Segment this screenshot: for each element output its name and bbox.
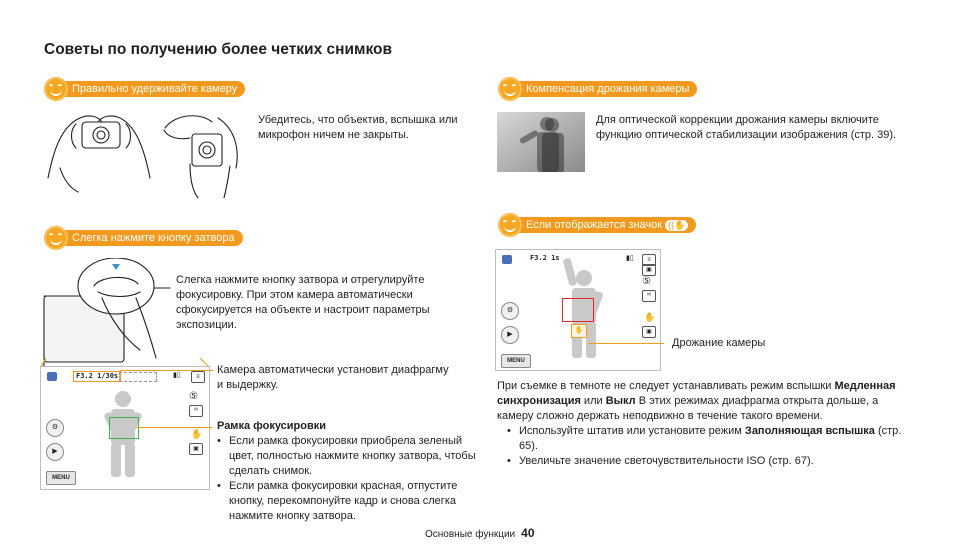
exposure-scale [119,372,157,382]
section-title-ois: Компенсация дрожания камеры [512,81,697,97]
list-item: • Если рамка фокусировки красная, отпустите кнопку, перекомпонуйте кадр и снова слегка нажмите кнопку затвора. [229,479,484,524]
shake-warning-icon: ✋ [571,324,587,338]
aperture-shutter-readout: F3.2 1/30s [73,371,121,382]
battery-icon: ▮▯ [626,255,634,262]
shake-callout: Дрожание камеры [672,337,766,349]
hand-shake-icon: ((✋ [665,220,688,231]
macro-icon: ᴹ [642,290,656,302]
focus-frame [109,417,139,439]
memory-icon: ≡ [191,371,205,383]
bullet-bold: Заполняющая вспышка [744,425,875,437]
para-text: В этих режимах диафрагма открыта дольше, а камеру сложно держать неподвижно в течение такого времени. [497,395,879,422]
flash-icon: ⑤ [642,276,651,287]
stabilizer-icon: ✋ [644,312,656,322]
macro-icon: ᴹ [189,405,203,417]
section-header-shake [498,215,696,235]
stabilizer-icon: ✋ [191,429,203,439]
image-size-icon: ▣ [189,443,203,455]
list-item [519,454,919,469]
list-item: • Если рамка фокусировки приобрела зеленый цвет, полностью нажмите кнопку затвора, чтобы сделать снимок. [229,434,484,479]
footer-label: Основные функции [425,529,516,540]
focus-bullet-list [215,434,484,524]
settings-button[interactable]: ⚙ [501,302,519,320]
battery-icon: ▮▯ [173,372,181,379]
half-press-text: Слегка нажмите кнопку затвора и отрегулируйте фокусировку. При этом камера автоматически сфокусируется на объекте и настроит параметры экспозиции. [176,274,430,331]
section-header-ois [498,79,697,99]
page-title: Советы по получению более четких снимков [44,41,393,58]
smile-icon [44,77,68,101]
playback-button[interactable]: ▶ [501,326,519,344]
section-title-hold: Правильно удерживайте камеру [58,81,245,97]
camera-mode-icon [502,255,512,264]
page-number: 40 [521,526,535,540]
section-title-shake [512,217,696,233]
settings-button[interactable]: ⚙ [46,419,64,437]
camera-mode-icon [47,372,57,381]
bullet-text: (стр. 65). [519,425,902,452]
blurred-photo [497,112,585,172]
camera-screen-shake [495,249,661,371]
para-text: или [580,395,606,407]
section-header-hold [44,79,245,99]
menu-button[interactable]: MENU [501,354,531,368]
smile-icon [498,77,522,101]
shake-paragraph [497,379,907,424]
para-bold: Выкл [605,395,636,407]
aperture-shutter-readout: F3.2 1s [530,254,560,262]
quality-icon: ▣ [642,326,656,338]
smile-icon [44,226,68,250]
ois-text: Для оптической коррекции дрожания камеры включите функцию оптической стабилизации изображения (стр. 39). [596,114,897,141]
page-footer [425,526,535,540]
leader-line [136,427,212,428]
flash-icon: ⑤ [189,391,198,402]
hold-camera-illustration [40,108,250,198]
smile-icon [498,213,522,237]
section-header-half-press [44,228,243,248]
section-title-half-press: Слегка нажмите кнопку затвора [58,230,243,246]
playback-button[interactable]: ▶ [46,443,64,461]
hold-text: Убедитесь, что объектив, вспышка или микрофон ничем не закрыты. [258,114,458,141]
para-text: При съемке в темноте не следует устанавливать режим вспышки [497,380,835,392]
bullet-text: Используйте штатив или установите режим [519,425,745,437]
shake-bullet-list [505,424,919,469]
focus-frame [562,298,594,322]
focus-frame-heading: Рамка фокусировки [217,420,327,432]
camera-screen-focus [40,366,210,490]
section-title-shake-text: Если отображается значок [526,219,663,231]
leader-line [588,343,664,344]
menu-button[interactable]: MENU [46,471,76,485]
memory-icon: ≡ [642,254,656,266]
para-bold: Медленная синхронизация [497,380,896,407]
bullet-text: Увеличьте значение светочувствительности ISO (стр. 67). [519,455,814,467]
aperture-callout: Камера автоматически установит диафрагму и выдержку. [217,364,449,391]
leader-line [120,370,213,371]
list-item [519,424,919,454]
image-size-icon: ▣ [642,264,656,276]
